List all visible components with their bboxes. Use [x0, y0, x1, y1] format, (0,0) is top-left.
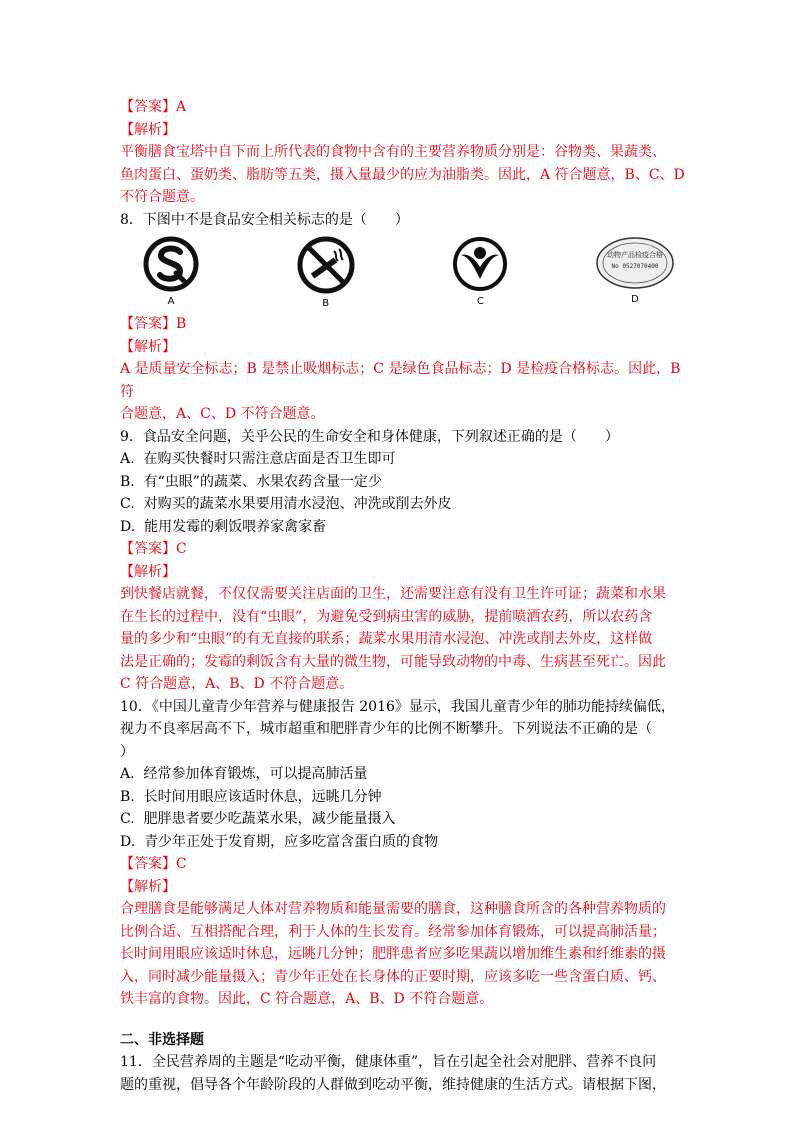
- q7-analysis-line: 鱼肉蛋白、蛋奶类、脂肪等五类，摄入量最少的应为油脂类。因此，A 符合题意，B、C、D: [120, 166, 685, 183]
- q9-analysis-line: 法是正确的；发霉的剩饭含有大量的微生物，可能导致动物的中毒、生病甚至死亡。因此: [120, 653, 666, 670]
- q10-option-b: B. 长时间用眼应该适时休息，远眺几分钟: [120, 788, 382, 805]
- q10-option-c: C. 肥胖患者要少吃蔬菜水果，减少能量摄入: [120, 811, 396, 827]
- q10-analysis-line: 比例合适、互相搭配合理，利于人体的生长发育。经常参加体育锻炼，可以提高肺活量；: [120, 923, 666, 940]
- q10-answer: 【答案】C: [120, 856, 187, 872]
- q10-analysis-line: 合理膳食是能够满足人体对营养物质和能量需要的膳食，这种膳食所含的各种营养物质的: [120, 901, 666, 917]
- q8-stem: 8．下图中不是食品安全相关标志的是（ ）: [120, 211, 409, 228]
- section-title: 二、非选择题: [120, 1031, 204, 1048]
- q9-option-d: D. 能用发霉的剩饭喂养家禽家畜: [120, 518, 327, 535]
- q9-option-a: A. 在购买快餐时只需注意店面是否卫生即可: [120, 451, 396, 467]
- q10-analysis-label: 【解析】: [120, 878, 176, 895]
- q8-logo-a: [126, 235, 216, 309]
- q7-analysis-line: 平衡膳食宝塔中自下而上所代表的食物中含有的主要营养物质分别是：谷物类、果蔬类、: [120, 144, 666, 160]
- q8-logo-label: A: [167, 296, 175, 307]
- quarantine-seal-icon: [594, 235, 676, 291]
- q9-option-b: B. 有“虫眼”的蔬菜、水果农药含量一定少: [120, 473, 382, 490]
- q8-logo-d: [590, 235, 680, 307]
- green-food-icon: [451, 235, 509, 293]
- q8-logo-label: D: [631, 294, 639, 305]
- q9-analysis-line: 在生长的过程中，没有“虫眼”，为避免受到病虫害的威胁，提前喷洒农药，所以农药含: [120, 608, 653, 625]
- q10-stem-line: 视力不良率居高不下，城市超重和肥胖青少年的比例不断攀升。下列说法不正确的是（: [120, 721, 652, 737]
- svg-text:动物产品检疫合格: 动物产品检疫合格: [606, 251, 663, 259]
- q8-analysis-label: 【解析】: [120, 338, 176, 355]
- qs-quality-safety-icon: [142, 235, 200, 293]
- q9-analysis-label: 【解析】: [120, 563, 176, 580]
- q8-logo-row: [120, 235, 690, 313]
- svg-text:No 0527070400: No 0527070400: [611, 263, 659, 270]
- q8-analysis-line: A 是质量安全标志；B 是禁止吸烟标志；C 是绿色食品标志；D 是检疫合格标志。因此，B 符: [120, 361, 685, 400]
- q10-analysis-line: 入，同时减少能量摄入；青少年正处在长身体的正要时期，应该多吃一些含蛋白质、钙、: [120, 968, 666, 985]
- q9-analysis-line: C 符合题意，A、B、D 不符合题意。: [120, 676, 354, 692]
- q8-answer: 【答案】B: [120, 316, 187, 332]
- q10-option-a: A. 经常参加体育锻炼，可以提高肺活量: [120, 766, 368, 782]
- q8-analysis-line: 合题意，A、C、D 不符合题意。: [120, 406, 325, 422]
- q9-answer: 【答案】C: [120, 541, 187, 557]
- q10-stem-line: 10．《中国儿童青少年营养与健康报告 2016》显示，我国儿童青少年的肺功能持续偏低，: [120, 698, 675, 715]
- q11-stem-line: 11．全民营养周的主题是“吃动平衡，健康体重”，旨在引起全社会对肥胖、营养不良问: [120, 1054, 657, 1070]
- q10-analysis-line: 长时间用眼应该适时休息，远眺几分钟；肥胖患者应多吃果蔬以增加维生素和纤维素的摄: [120, 946, 666, 962]
- section-gap: [120, 1011, 690, 1029]
- q11-stem-line: 题的重视，倡导各个年龄阶段的人群做到吃动平衡，维持健康的生活方式。请根据下图，: [120, 1076, 666, 1093]
- q8-logo-c: [435, 235, 525, 309]
- q10-analysis-line: 铁丰富的食物。因此，C 符合题意，A、B、D 不符合题意。: [120, 991, 494, 1007]
- q7-analysis-line: 不符合题意。: [120, 189, 204, 205]
- q10-stem-line: ）: [120, 743, 134, 760]
- document-content: [120, 96, 690, 1096]
- q8-logo-b: [281, 235, 371, 311]
- q9-stem: 9．食品安全问题，关乎公民的生命安全和身体健康，下列叙述正确的是（ ）: [120, 428, 619, 445]
- q7-analysis-label: 【解析】: [120, 121, 176, 138]
- q10-option-d: D. 青少年正处于发育期，应多吃富含蛋白质的食物: [120, 833, 439, 850]
- q9-analysis-line: 量的多少和“虫眼”的有无直接的联系；蔬菜水果用清水浸泡、冲洗或削去外皮，这样做: [120, 631, 653, 647]
- no-smoking-icon: [296, 235, 356, 295]
- q8-logo-label: B: [322, 298, 330, 309]
- q8-logo-label: C: [476, 296, 484, 307]
- q9-option-c: C. 对购买的蔬菜水果要用清水浸泡、冲洗或削去外皮: [120, 496, 452, 512]
- q7-answer: 【答案】A: [120, 99, 187, 115]
- q9-analysis-line: 到快餐店就餐，不仅仅需要关注店面的卫生，还需要注意有没有卫生许可证；蔬菜和水果: [120, 586, 666, 602]
